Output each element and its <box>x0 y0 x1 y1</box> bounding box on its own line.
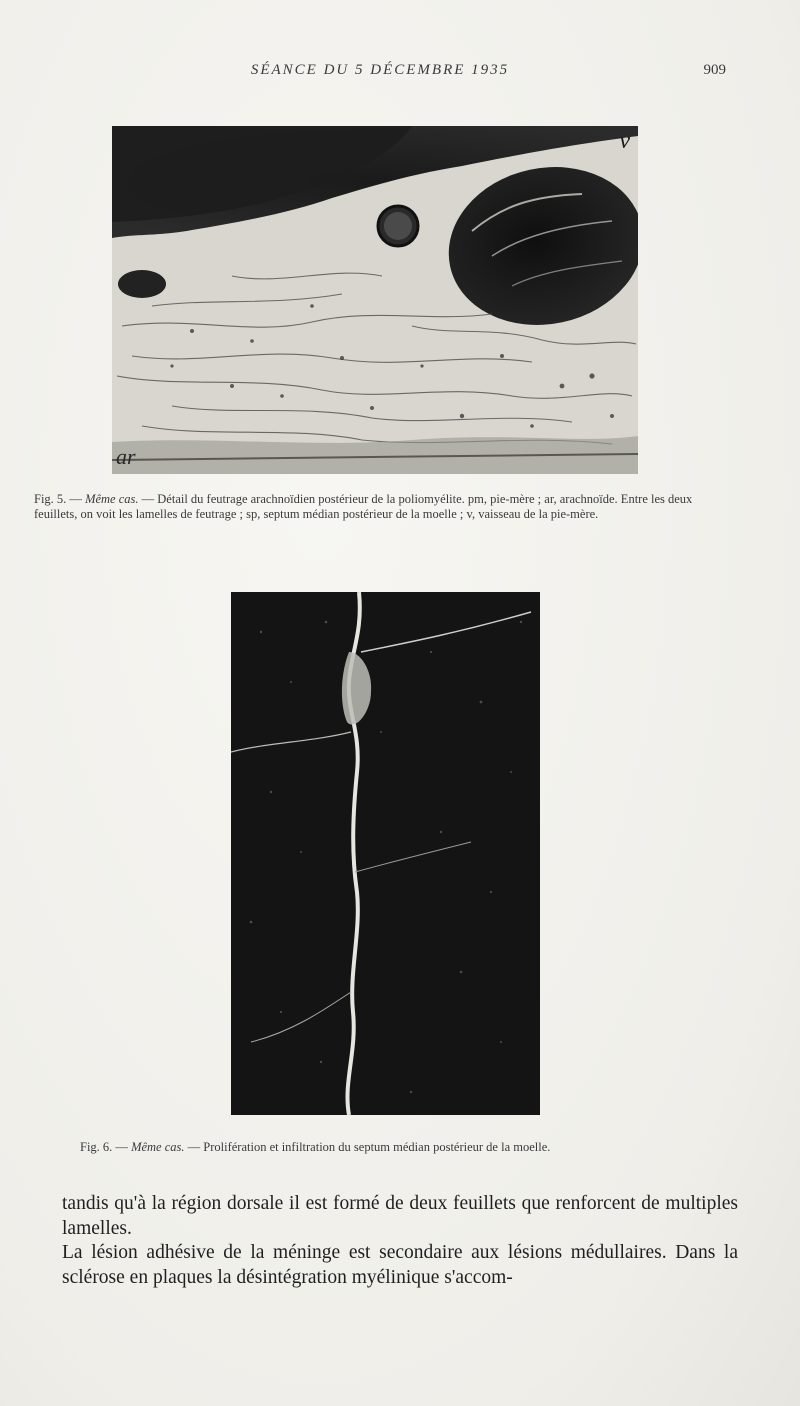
figure-5-label-ar: ar <box>116 444 136 469</box>
body-text <box>62 1192 738 1290</box>
page-number: 909 <box>703 62 726 78</box>
figure-5-image <box>112 126 638 474</box>
figure-6-micrograph <box>231 592 540 1115</box>
figure-6-image <box>231 592 540 1115</box>
figure-5-caption-text: — Détail du feutrage arachnoïdien postérieur de la poliomyélite. pm, pie-mère ; ar, arachnoïde. Entre les deux feuillets, on voit les lamelles de feutrage ; sp, septum médian postérieur de la moelle ; v, vaisseau de la pie-mère. <box>34 492 693 521</box>
figure-6-caption-number: Fig. 6. — <box>80 1140 128 1154</box>
header-title: SÉANCE DU 5 DÉCEMBRE 1935 <box>250 62 510 78</box>
running-header <box>0 62 800 86</box>
figure-6-caption <box>80 1140 740 1155</box>
figure-6-caption-text: — Prolifération et infiltration du septum médian postérieur de la moelle. <box>187 1140 551 1154</box>
figure-5-caption-number: Fig. 5. — <box>34 492 82 506</box>
body-paragraph-2: La lésion adhésive de la méninge est secondaire aux lésions médullaires. Dans la sclérose en plaques la désintégration myélinique s'accom- <box>62 1242 738 1288</box>
body-paragraph-1: tandis qu'à la région dorsale il est formé de deux feuillets que renforcent de multiples lamelles. <box>62 1193 738 1239</box>
figure-5-caption <box>34 492 734 522</box>
figure-5-micrograph <box>112 126 638 474</box>
figure-5-label-v: v <box>619 128 630 154</box>
figure-5-caption-title: Même cas. <box>85 492 139 506</box>
figure-6-caption-title: Même cas. <box>131 1140 185 1154</box>
